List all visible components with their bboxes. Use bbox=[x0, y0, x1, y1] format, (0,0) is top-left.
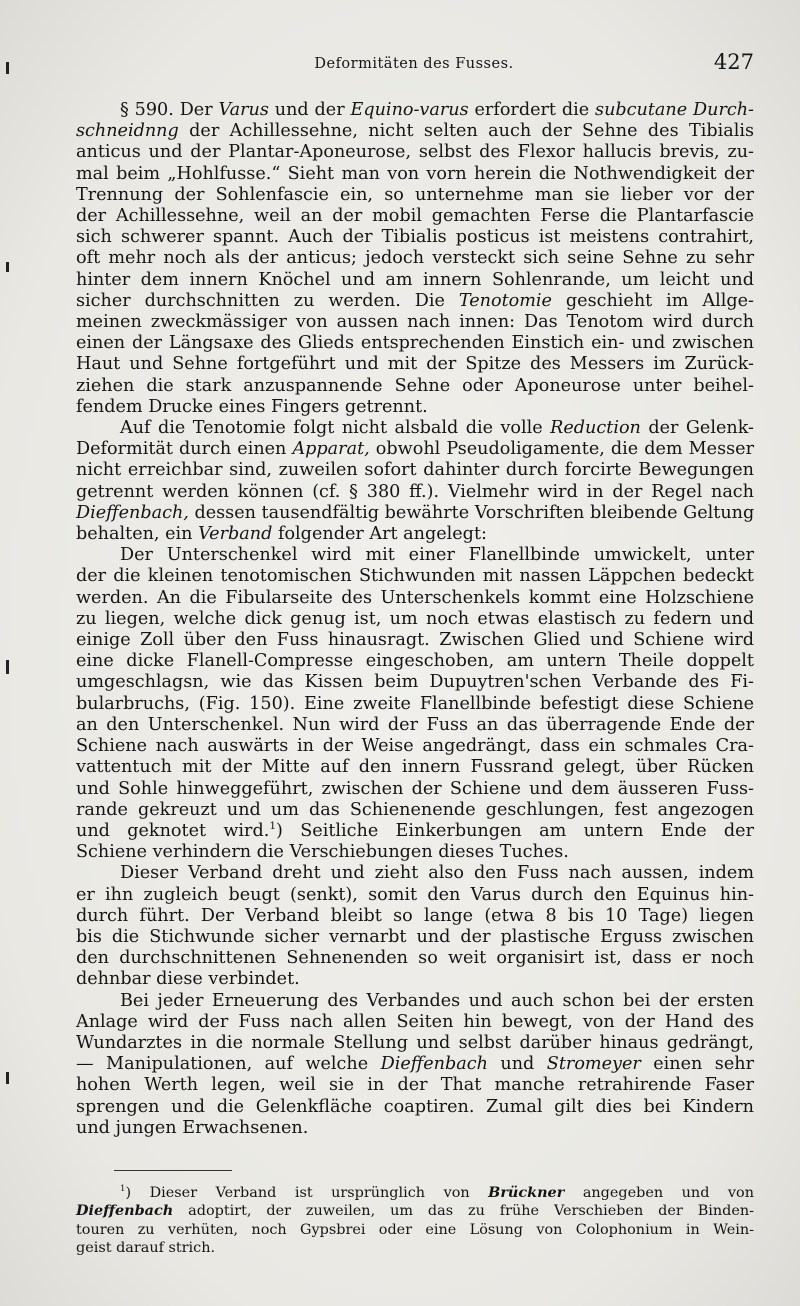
paragraph-line bbox=[76, 164, 754, 185]
paragraph-line bbox=[76, 757, 754, 778]
text-run: der Achillessehne, nicht selten auch der Sehne des Tibialis bbox=[178, 121, 754, 142]
text-run: Auf die Tenotomie folgt nicht alsbald die volle bbox=[120, 418, 551, 439]
text-run: bularbruchs, (Fig. 150). Eine zweite Flanellbinde befestigt diese Schiene bbox=[76, 693, 754, 714]
paragraph-line bbox=[76, 821, 754, 842]
running-title: Deformitäten des Fusses. bbox=[314, 56, 514, 72]
emphasis-text: Stromeyer bbox=[546, 1054, 641, 1075]
paragraph-line bbox=[76, 460, 754, 481]
paragraph-line bbox=[76, 651, 754, 672]
paragraph-line bbox=[76, 142, 754, 163]
text-run: den durchschnittenen Sehnenenden so weit organisirt ist, dass er noch bbox=[76, 948, 754, 969]
paragraph-line bbox=[76, 927, 754, 948]
text-run: dessen tausendfältig bewährte Vorschriften bleibende Geltung bbox=[188, 502, 755, 523]
text-run: Schiene nach auswärts in der Weise angedrängt, dass ein schmales Cra- bbox=[76, 736, 754, 757]
text-run: rande gekreuzt und um das Schienenende geschlungen, fest angezogen bbox=[76, 799, 754, 820]
paragraph-line bbox=[76, 312, 754, 333]
paragraph-line bbox=[76, 397, 754, 418]
paragraph-line bbox=[76, 545, 754, 566]
text-run: behalten, ein bbox=[76, 524, 199, 545]
paragraph bbox=[76, 418, 754, 545]
paragraph-line bbox=[76, 333, 754, 354]
paragraph-line bbox=[76, 566, 754, 587]
text-run: Haut und Sehne fortgeführt und mit der Spitze des Messers im Zurück- bbox=[76, 354, 754, 375]
text-run: der die kleinen tenotomischen Stichwunden mit nassen Läppchen bedeckt bbox=[76, 566, 754, 587]
paragraph-line bbox=[76, 588, 754, 609]
text-run: werden. An die Fibularseite des Unterschenkels kommt eine Holzschiene bbox=[76, 587, 754, 608]
text-run: oft mehr noch als der anticus; jedoch versteckt sich seine Sehne zu sehr bbox=[76, 248, 754, 269]
paragraph-line bbox=[76, 185, 754, 206]
paragraph-line bbox=[76, 270, 754, 291]
footnote-separator bbox=[114, 1170, 232, 1171]
paragraph-line bbox=[76, 376, 754, 397]
text-run: vattentuch mit der Mitte auf den innern Fussrand gelegt, über Rücken bbox=[76, 757, 754, 778]
footnote-marker: 1 bbox=[269, 820, 277, 833]
page-number: 427 bbox=[713, 50, 754, 74]
text-run: Bei jeder Erneuerung des Verbandes und auch schon bei der ersten bbox=[120, 990, 754, 1011]
paragraph-line bbox=[76, 779, 754, 800]
text-run: Dieser Verband dreht und zieht also den Fuss nach aussen, indem bbox=[120, 863, 754, 884]
paragraph-line bbox=[76, 630, 754, 651]
paragraph bbox=[76, 863, 754, 990]
paragraph-line bbox=[76, 885, 754, 906]
footnote-line bbox=[76, 1202, 754, 1220]
paragraph-line bbox=[76, 969, 754, 990]
paragraph-line bbox=[76, 842, 754, 863]
paragraph-line bbox=[76, 354, 754, 375]
text-run: und geknotet wird. bbox=[76, 820, 270, 841]
text-run: — Manipulationen, auf welche bbox=[76, 1054, 381, 1075]
text-run: folgender Art angelegt: bbox=[272, 524, 487, 545]
paragraph-line bbox=[76, 1054, 754, 1075]
main-text bbox=[76, 100, 754, 1139]
paragraph-line bbox=[76, 906, 754, 927]
paragraph-line bbox=[76, 1075, 754, 1096]
text-run: an den Unterschenkel. Nun wird der Fuss an das überragende Ende der bbox=[76, 714, 754, 735]
text-run: erfordert die bbox=[468, 100, 596, 120]
page-edge-mark bbox=[6, 62, 9, 74]
text-run: und jungen Erwachsenen. bbox=[76, 1117, 309, 1138]
text-run: Schiene verhindern die Verschiebungen dieses Tuches. bbox=[76, 842, 569, 863]
paragraph bbox=[76, 991, 754, 1139]
footnote bbox=[76, 1184, 754, 1257]
emphasis-text: Varus bbox=[218, 100, 269, 120]
text-run: Der Unterschenkel wird mit einer Flanellbinde umwickelt, unter bbox=[120, 545, 754, 566]
text-run: bis die Stichwunde sicher vernarbt und der plastische Erguss zwischen bbox=[76, 926, 754, 947]
emphasis-text: Brückner bbox=[488, 1184, 565, 1201]
paragraph-line bbox=[76, 1033, 754, 1054]
paragraph-line bbox=[76, 1097, 754, 1118]
text-run: sicher durchschnitten zu werden. Die bbox=[76, 290, 459, 311]
text-run: Wundarztes in die normale Stellung und selbst darüber hinaus gedrängt, bbox=[76, 1032, 754, 1053]
emphasis-text: Dieffenbach, bbox=[76, 502, 189, 523]
text-run: fendem Drucke eines Fingers getrennt. bbox=[76, 396, 428, 417]
emphasis-text: Reduction bbox=[550, 418, 641, 439]
paragraph-line bbox=[76, 206, 754, 227]
text-run: umgeschlagsn, wie das Kissen beim Dupuytren'schen Verbande des Fi- bbox=[76, 672, 754, 693]
page-edge-mark bbox=[6, 660, 9, 674]
text-run: mal beim „Hohlfusse.“ Sieht man von vorn herein die Nothwendigkeit der bbox=[76, 163, 754, 184]
footnote-marker: 1 bbox=[120, 1184, 126, 1195]
footnote-line bbox=[76, 1221, 754, 1239]
paragraph-line bbox=[76, 418, 754, 439]
paragraph bbox=[76, 100, 754, 418]
text-run: Anlage wird der Fuss nach allen Seiten hin bewegt, von der Hand des bbox=[76, 1011, 754, 1032]
paragraph-line bbox=[76, 800, 754, 821]
text-run: hinter dem innern Knöchel und am innern Sohlenrande, um leicht und bbox=[76, 269, 754, 290]
paragraph-line bbox=[76, 991, 754, 1012]
text-run: § 590. Der bbox=[120, 100, 219, 120]
footnote-line bbox=[76, 1239, 754, 1257]
text-run: anticus und der Plantar-Aponeurose, selbst des Flexor hallucis brevis, zu- bbox=[76, 142, 754, 163]
page-edge-mark bbox=[6, 1072, 9, 1084]
text-run: geist darauf strich. bbox=[76, 1239, 216, 1256]
text-run: durch führt. Der Verband bleibt so lange (etwa 8 bis 10 Tage) liegen bbox=[76, 905, 754, 926]
text-run: sich schwerer spannt. Auch der Tibialis posticus ist meistens contrahirt, bbox=[76, 227, 754, 248]
text-run: einen der Längsaxe des Glieds entsprechenden Einstich ein- und zwischen bbox=[76, 333, 754, 354]
text-run: angegeben und von bbox=[564, 1185, 754, 1201]
page-edge-mark bbox=[6, 262, 9, 272]
paragraph-line bbox=[76, 439, 754, 460]
text-run: obwohl Pseudoligamente, die dem Messer bbox=[369, 439, 754, 460]
emphasis-text: Equino-varus bbox=[350, 100, 469, 120]
paragraph bbox=[76, 545, 754, 863]
paragraph-line bbox=[76, 248, 754, 269]
text-run: einen sehr bbox=[640, 1054, 754, 1075]
text-run: sprengen und die Gelenkfläche coaptiren. Zumal gilt dies bei Kindern bbox=[76, 1096, 754, 1117]
paragraph-line bbox=[76, 291, 754, 312]
emphasis-text: schneidnng bbox=[76, 121, 179, 142]
paragraph-line bbox=[76, 503, 754, 524]
text-run: er ihn zugleich beugt (senkt), somit den Varus durch den Equinus hin- bbox=[76, 884, 754, 905]
paragraph-line bbox=[76, 672, 754, 693]
text-run: meinen zweckmässiger von aussen nach innen: Das Tenotom wird durch bbox=[76, 312, 754, 333]
text-run: der Gelenk- bbox=[640, 418, 754, 439]
text-run: und der bbox=[268, 100, 351, 120]
emphasis-text: Dieffenbach bbox=[76, 1202, 174, 1220]
paragraph-line bbox=[76, 227, 754, 248]
text-run: eine dicke Flanell-Compresse eingeschoben, am untern Theile doppelt bbox=[76, 651, 754, 672]
text-run: und Sohle hinweggeführt, zwischen der Schiene und dem äusseren Fuss- bbox=[76, 778, 754, 799]
text-run: einige Zoll über den Fuss hinausragt. Zwischen Glied und Schiene wird bbox=[76, 630, 754, 651]
text-run: und bbox=[487, 1054, 547, 1075]
emphasis-text: subcutane Durch- bbox=[595, 100, 755, 120]
text-run: zu liegen, welche dick genug ist, um noch etwas elastisch zu federn und bbox=[76, 608, 754, 629]
paragraph-line bbox=[76, 482, 754, 503]
paragraph-line bbox=[76, 1118, 754, 1139]
emphasis-text: Dieffenbach bbox=[380, 1054, 488, 1075]
text-run: touren zu verhüten, noch Gypsbrei oder eine Lösung von Colophonium in Wein- bbox=[76, 1221, 754, 1238]
text-run: hohen Werth legen, weil sie in der That manche retrahirende Faser bbox=[76, 1075, 754, 1096]
text-run: nicht erreichbar sind, zuweilen sofort dahinter durch forcirte Bewegungen bbox=[76, 460, 754, 481]
emphasis-text: Apparat, bbox=[292, 439, 370, 460]
paragraph-line bbox=[76, 736, 754, 757]
text-run: geschieht im Allge- bbox=[551, 290, 755, 311]
page-header bbox=[74, 50, 754, 82]
paragraph-line bbox=[76, 948, 754, 969]
paragraph-line bbox=[76, 609, 754, 630]
paragraph-line bbox=[76, 694, 754, 715]
paragraph-line bbox=[76, 524, 754, 545]
emphasis-text: Verband bbox=[198, 524, 273, 545]
text-run: getrennt werden können (cf. § 380 ff.). Vielmehr wird in der Regel nach bbox=[76, 481, 754, 502]
text-run: der Achillessehne, weil an der mobil gemachten Ferse die Plantarfascie bbox=[76, 206, 754, 227]
footnote-line bbox=[76, 1184, 754, 1202]
emphasis-text: Tenotomie bbox=[458, 290, 552, 311]
paragraph-line bbox=[76, 121, 754, 142]
text-run: Deformität durch einen bbox=[76, 439, 293, 460]
text-run: ) Dieser Verband ist ursprünglich von bbox=[125, 1185, 489, 1201]
text-run: ) Seitliche Einkerbungen am untern Ende der bbox=[276, 820, 755, 841]
text-run: Trennung der Sohlenfascie ein, so unternehme man sie lieber vor der bbox=[76, 184, 754, 205]
paragraph-line bbox=[76, 715, 754, 736]
paragraph-line bbox=[76, 863, 754, 884]
text-run: dehnbar diese verbindet. bbox=[76, 969, 300, 990]
paragraph-line bbox=[76, 100, 754, 121]
text-run: ziehen die stark anzuspannende Sehne oder Aponeurose unter beihel- bbox=[76, 375, 754, 396]
text-run: adoptirt, der zuweilen, um das zu frühe Verschieben der Binden- bbox=[173, 1203, 754, 1220]
paragraph-line bbox=[76, 1012, 754, 1033]
